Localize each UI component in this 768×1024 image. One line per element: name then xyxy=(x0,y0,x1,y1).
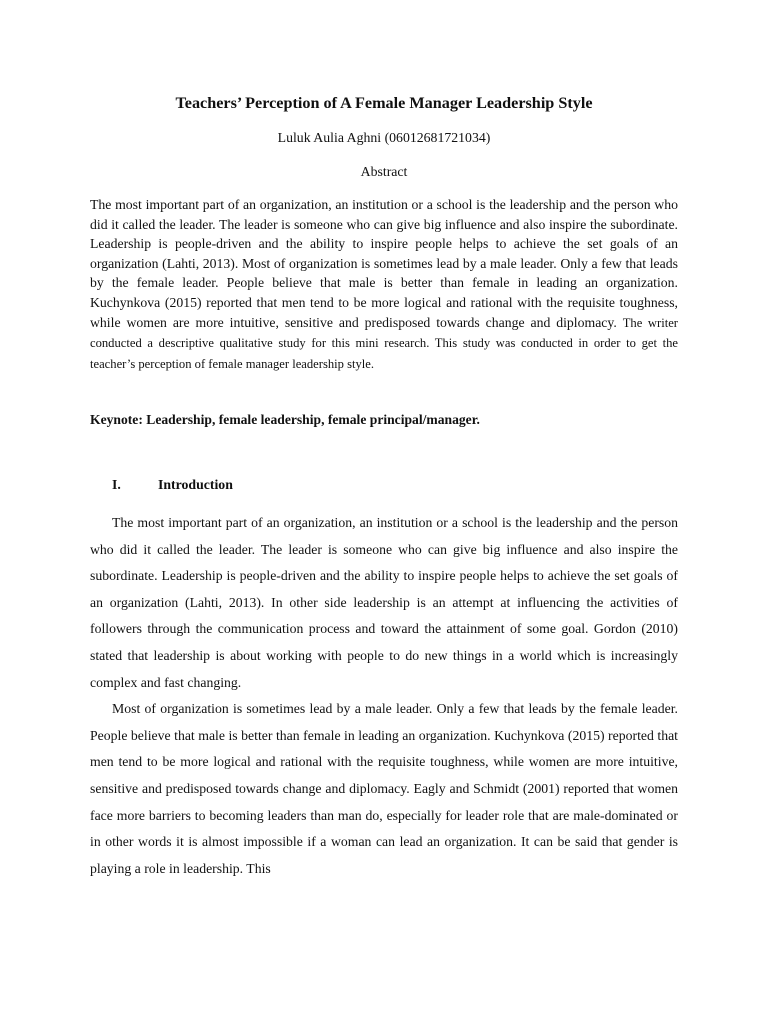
abstract-main-text: The most important part of an organization, an institution or a school is the leadership and the person who did it called the leader. The leader is someone who can give big influence and also inspire the subordinate. Leadership is people-driven and the ability to inspire people helps to achieve the set goals of an organization (Lahti, 2013). Most of organization is sometimes lead by a male leader. Only a few that leads by the female leader. People believe that male is better than female in leading an organization. Kuchynkova (2015) reported that men tend to be more logical and rational with the requisite toughness, while women are more intuitive, sensitive and predisposed towards change and diplomacy. xyxy=(90,197,678,330)
paper-title: Teachers’ Perception of A Female Manager Leadership Style xyxy=(175,94,593,112)
section-heading-introduction xyxy=(112,476,672,494)
keywords-line: Keynote: Leadership, female leadership, female principal/manager. xyxy=(90,412,480,427)
intro-paragraph-1: The most important part of an organization, an institution or a school is the leadership and the person who did it called the leader. The leader is someone who can give big influence and also inspire the subordinate. Leadership is people-driven and the ability to inspire people helps to achieve the set goals of an organization (Lahti, 2013). In other side leadership is an attempt at influencing the activities of followers through the communication process and toward the attainment of some goal. Gordon (2010) stated that leadership is about working with people to do new things in a world which is increasingly complex and fast changing. xyxy=(90,515,678,690)
author-line: Luluk Aulia Aghni (06012681721034) xyxy=(277,130,491,145)
section-title: Introduction xyxy=(158,477,233,492)
abstract-heading: Abstract xyxy=(360,164,408,179)
abstract-paragraph xyxy=(90,195,678,374)
section-number: I. xyxy=(112,477,121,492)
intro-paragraph-2: Most of organization is sometimes lead by a male leader. Only a few that leads by the female leader. People believe that male is better than female in leading an organization. Kuchynkova (2015) reported that men tend to be more logical and rational with the requisite toughness, while women are more intuitive, sensitive and predisposed towards change and diplomacy. Eagly and Schmidt (2001) reported that women face more barriers to becoming leaders than man do, especially for leader role that are male-dominated or in other words it is almost impossible if a woman can lead an organization. It can be said that gender is playing a role in leadership. This xyxy=(90,701,678,876)
abstract-method-text: The writer conducted a descriptive qualitative study for this mini research. This study was conducted in order to get the teacher’s perception of female manager leadership style. xyxy=(90,315,678,371)
introduction-body xyxy=(90,510,678,882)
